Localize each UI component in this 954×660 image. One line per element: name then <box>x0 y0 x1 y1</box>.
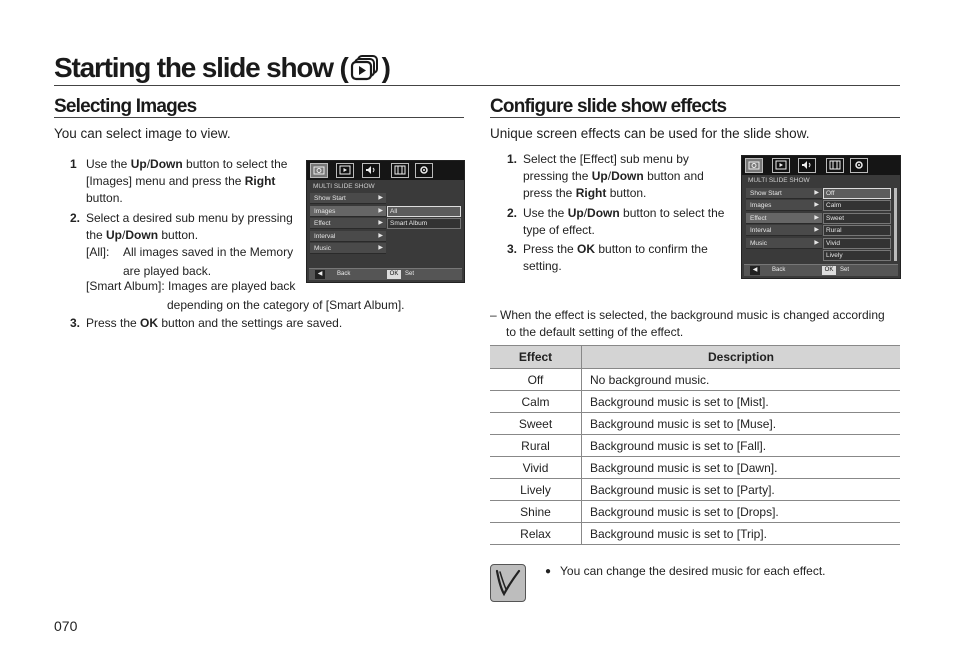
camera-tab-icon <box>310 163 328 178</box>
sound-tab-icon <box>798 158 816 173</box>
left-arrow-icon: ◀ <box>315 270 325 279</box>
description-cell: Background music is set to [Party]. <box>582 479 901 501</box>
effect-cell: Shine <box>490 501 582 523</box>
menu-item-effect[interactable]: Effect ▶ <box>310 218 386 229</box>
option-all-desc-1: All images saved in the Memory <box>123 245 294 259</box>
set-label: Set <box>840 267 850 273</box>
sub-item-calm[interactable]: Calm <box>823 200 891 211</box>
table-row <box>490 369 900 391</box>
step-3: 3. Press the OK button and the settings are saved. <box>70 316 343 330</box>
screen-tab-bar <box>742 156 900 175</box>
menu-item-images[interactable]: Images ▶ <box>310 206 386 217</box>
option-all-desc-2: are played back. <box>123 264 212 278</box>
screen-bottom-bar <box>744 264 898 276</box>
effect-cell: Rural <box>490 435 582 457</box>
section-heading-selecting-images: Selecting Images <box>54 96 197 117</box>
sub-item-lively[interactable]: Lively <box>823 250 891 261</box>
table-row <box>490 391 900 413</box>
back-label: Back <box>337 271 351 277</box>
table-header-row <box>490 346 900 369</box>
description-cell: Background music is set to [Mist]. <box>582 391 901 413</box>
screen-tab-bar <box>307 161 464 180</box>
sub-item-sweet[interactable]: Sweet <box>823 213 891 224</box>
sound-tab-icon <box>362 163 380 178</box>
table-row <box>490 457 900 479</box>
display-tab-icon <box>391 163 409 178</box>
menu-item-show-start[interactable]: Show Start ▶ <box>746 188 822 199</box>
step-2: 2. Select a desired sub menu by pressing the Up/Down button. <box>70 211 293 242</box>
settings-tab-icon <box>415 163 433 178</box>
menu-item-images[interactable]: Images ▶ <box>746 200 822 211</box>
section-rule <box>54 117 464 118</box>
description-cell: Background music is set to [Dawn]. <box>582 457 901 479</box>
effect-cell: Off <box>490 369 582 391</box>
screen-scrollbar[interactable] <box>894 188 897 261</box>
table-row <box>490 479 900 501</box>
effect-cell: Relax <box>490 523 582 545</box>
table-row <box>490 435 900 457</box>
table-row <box>490 501 900 523</box>
table-row <box>490 523 900 545</box>
camera-screen-effect <box>741 155 901 279</box>
slideshow-icon <box>350 54 380 82</box>
play-tab-icon <box>772 158 790 173</box>
description-cell: No background music. <box>582 369 901 391</box>
sub-item-rural[interactable]: Rural <box>823 225 891 236</box>
effect-note-line-1: – When the effect is selected, the background music is changed according <box>490 308 885 322</box>
description-cell: Background music is set to [Muse]. <box>582 413 901 435</box>
menu-item-interval[interactable]: Interval ▶ <box>746 225 822 236</box>
description-cell: Background music is set to [Fall]. <box>582 435 901 457</box>
effect-step-3: 3. Press the OK button to confirm the setting. <box>507 242 708 273</box>
menu-item-effect[interactable]: Effect ▶ <box>746 213 822 224</box>
bullet-icon: ● <box>545 566 552 577</box>
option-smart-album-1: [Smart Album]: Images are played back <box>86 279 296 293</box>
table-row <box>490 413 900 435</box>
effect-cell: Lively <box>490 479 582 501</box>
page-number: 070 <box>54 618 78 634</box>
play-tab-icon <box>336 163 354 178</box>
option-smart-album-2: depending on the category of [Smart Album]. <box>167 298 405 312</box>
section-heading-configure-effects: Configure slide show effects <box>490 96 727 117</box>
camera-tab-icon <box>745 158 763 173</box>
effect-step-1: 1. Select the [Effect] sub menu by pressing the Up/Down button and press the Right button. <box>507 152 704 200</box>
screen-title: MULTI SLIDE SHOW <box>313 183 375 190</box>
menu-item-music[interactable]: Music ▶ <box>310 243 386 254</box>
settings-tab-icon <box>850 158 868 173</box>
screen-bottom-bar <box>309 268 462 280</box>
description-cell: Background music is set to [Trip]. <box>582 523 901 545</box>
note-text: You can change the desired music for each effect. <box>560 564 826 578</box>
sub-item-all[interactable]: All <box>387 206 461 217</box>
section-intro: You can select image to view. <box>54 126 231 141</box>
description-cell: Background music is set to [Drops]. <box>582 501 901 523</box>
effects-table <box>490 345 900 545</box>
menu-item-interval[interactable]: Interval ▶ <box>310 231 386 242</box>
section-intro: Unique screen effects can be used for the slide show. <box>490 126 810 141</box>
ok-button-label: OK <box>387 270 401 279</box>
sub-item-off[interactable]: Off <box>823 188 891 199</box>
effect-cell: Vivid <box>490 457 582 479</box>
left-arrow-icon: ◀ <box>750 266 760 275</box>
back-label: Back <box>772 267 786 273</box>
menu-item-show-start[interactable]: Show Start ▶ <box>310 193 386 204</box>
note-pencil-icon <box>490 564 526 602</box>
set-label: Set <box>405 271 415 277</box>
effect-cell: Sweet <box>490 413 582 435</box>
effect-step-2: 2. Use the Up/Down button to select the type of effect. <box>507 206 725 237</box>
sub-item-smart-album[interactable]: Smart Album <box>387 218 461 229</box>
page-title-close: ) <box>381 52 390 83</box>
menu-item-music[interactable]: Music ▶ <box>746 238 822 249</box>
effect-note-line-2: to the default setting of the effect. <box>506 325 684 339</box>
step-1: 1 Use the Up/Down button to select the [Images] menu and press the Right button. <box>70 157 288 205</box>
table-header-description: Description <box>582 346 901 369</box>
table-header-effect: Effect <box>490 346 582 369</box>
sub-item-vivid[interactable]: Vivid <box>823 238 891 249</box>
page-title-text: Starting the slide show ( <box>54 52 348 83</box>
effect-cell: Calm <box>490 391 582 413</box>
section-rule <box>490 117 900 118</box>
option-all-key: [All]: <box>86 245 110 259</box>
title-rule <box>54 85 900 86</box>
page-title <box>54 52 390 84</box>
screen-title: MULTI SLIDE SHOW <box>748 177 810 184</box>
display-tab-icon <box>826 158 844 173</box>
camera-screen-images <box>306 160 465 283</box>
ok-button-label: OK <box>822 266 836 275</box>
